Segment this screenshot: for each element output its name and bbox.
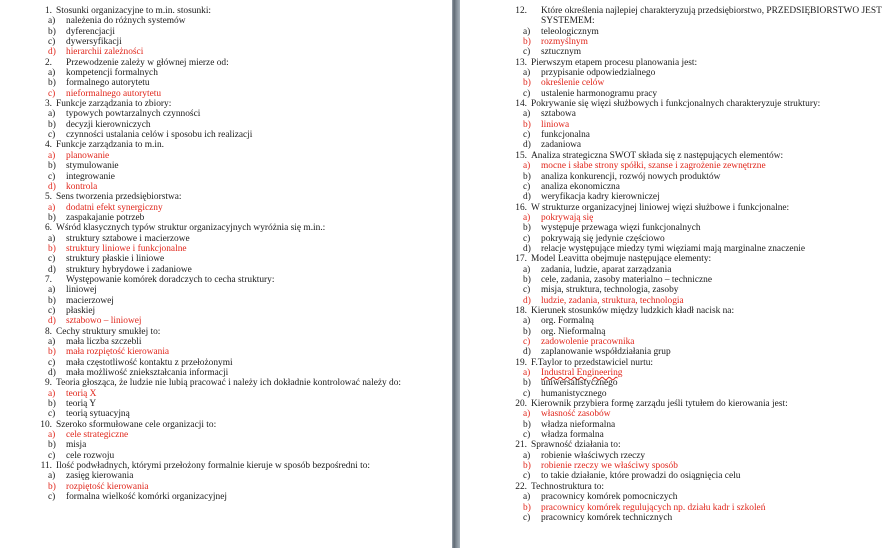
- option-letter: a): [48, 68, 56, 79]
- option-text: weryfikacja kadry kierowniczej: [541, 192, 660, 203]
- answer-option: [511, 27, 886, 37]
- option-text: liniowej: [66, 285, 97, 296]
- correct-answer-option: [36, 316, 436, 326]
- answer-option: [36, 161, 436, 171]
- correct-answer-option: [36, 89, 436, 99]
- answer-option: [36, 78, 436, 88]
- answer-option: [36, 337, 436, 347]
- option-letter: a): [523, 368, 531, 379]
- option-text: cele, zadania, zasoby materialno – techniczne: [541, 274, 713, 285]
- question-text: Kierownik przybiera formę zarządu jeśli tytułem do kierowania jest:: [531, 399, 788, 410]
- option-letter: b): [48, 212, 56, 223]
- option-letter: b): [523, 502, 531, 513]
- option-text: zadowolenie pracownika: [541, 337, 635, 347]
- option-letter: b): [523, 37, 531, 48]
- option-letter: c): [523, 88, 531, 99]
- option-letter: c): [48, 171, 56, 182]
- question-text: Technostruktura to:: [531, 481, 605, 492]
- option-text: integrowanie: [66, 171, 115, 182]
- question-item: [36, 6, 436, 16]
- option-text: analiza konkurencji, rozwój nowych produktów: [541, 171, 721, 182]
- option-letter: b): [523, 378, 531, 389]
- option-text: władza formalna: [541, 430, 604, 441]
- question-item: [36, 275, 436, 285]
- option-letter: c): [523, 337, 531, 347]
- option-text: ludzie, zadania, struktura, technologia: [541, 295, 684, 306]
- answer-option: [511, 471, 886, 481]
- answer-option: [511, 347, 886, 357]
- option-letter: c): [523, 47, 531, 58]
- answer-option: [511, 68, 886, 78]
- answer-option: [36, 109, 436, 119]
- option-letter: d): [48, 316, 56, 327]
- answer-option: [36, 471, 436, 481]
- answer-option: [511, 172, 886, 182]
- option-letter: d): [523, 140, 531, 151]
- option-letter: c): [523, 130, 531, 141]
- option-letter: a): [523, 264, 531, 275]
- answer-option: [36, 16, 436, 26]
- answer-option: [511, 182, 886, 192]
- answer-option: [511, 234, 886, 244]
- option-text: humanistycznego: [541, 388, 607, 399]
- option-letter: c): [523, 233, 531, 244]
- option-letter: a): [523, 409, 531, 420]
- option-letter: a): [48, 285, 56, 296]
- option-text: zasięg kierowania: [66, 471, 134, 482]
- question-item: [511, 399, 886, 409]
- option-text: struktury hybrydowe i zadaniowe: [66, 264, 192, 275]
- option-letter: b): [48, 481, 56, 492]
- answer-option: [511, 275, 886, 285]
- option-text: cele rozwoju: [66, 450, 115, 461]
- option-letter: b): [48, 26, 56, 37]
- option-letter: d): [48, 47, 56, 58]
- answer-option: [36, 296, 436, 306]
- option-letter: b): [523, 326, 531, 337]
- option-text: sztabowo – liniowej: [66, 316, 142, 327]
- question-text: Występowanie komórek doradczych to cecha struktury:: [66, 274, 275, 285]
- option-letter: a): [48, 430, 56, 441]
- option-text: stymulowanie: [66, 161, 119, 172]
- correct-answer-option: [511, 368, 886, 378]
- question-item: [36, 378, 436, 388]
- option-letter: a): [523, 316, 531, 327]
- question-number: 21.: [515, 440, 527, 451]
- option-text: pokrywają się jedynie częściowo: [541, 233, 665, 244]
- option-text: dyferencjacji: [66, 26, 115, 37]
- option-letter: d): [48, 264, 56, 275]
- option-letter: a): [48, 109, 56, 120]
- option-text: własność zasobów: [541, 409, 611, 420]
- option-text: rozmyślnym: [541, 37, 588, 48]
- question-number: 5.: [44, 192, 52, 203]
- option-letter: b): [48, 295, 56, 306]
- answer-option: [511, 285, 886, 295]
- option-text: czynności ustalania celów i sposobu ich realizacji: [66, 130, 253, 141]
- option-letter: a): [48, 337, 56, 347]
- answer-option: [36, 306, 436, 316]
- option-text: mocne i słabe strony spółki, szanse i zagrożenie zewnętrzne: [541, 161, 766, 172]
- question-number: 16.: [515, 202, 527, 213]
- option-text: ustalenie harmonogramu pracy: [541, 88, 658, 99]
- option-text: sztabowa: [541, 109, 576, 120]
- question-number: 17.: [515, 254, 527, 265]
- answer-option: [511, 130, 886, 140]
- answer-option: [511, 389, 886, 399]
- correct-answer-option: [36, 182, 436, 192]
- correct-answer-option: [511, 213, 886, 223]
- option-letter: a): [523, 450, 531, 461]
- option-letter: b): [523, 274, 531, 285]
- option-text: Industral Engineering: [541, 368, 623, 379]
- option-letter: b): [523, 119, 531, 130]
- question-number: 8.: [44, 326, 52, 337]
- question-text: F.Taylor to przedstawiciel nurtu:: [531, 357, 653, 368]
- option-text: nieformalnego autorytetu: [66, 88, 162, 99]
- question-item: [511, 358, 886, 368]
- question-number: 20.: [515, 399, 527, 410]
- option-text: teorią Y: [66, 399, 97, 410]
- answer-option: [36, 120, 436, 130]
- question-number: 3.: [44, 99, 52, 110]
- question-item: [511, 151, 886, 161]
- option-text: przypisanie odpowiedzialnego: [541, 68, 656, 79]
- question-item: [36, 192, 436, 202]
- question-number: 1.: [44, 6, 52, 16]
- answer-option: [36, 234, 436, 244]
- answer-option: [36, 254, 436, 264]
- correct-answer-option: [36, 47, 436, 57]
- question-item: [511, 254, 886, 264]
- option-letter: b): [48, 243, 56, 254]
- question-text: Stosunki organizacyjne to m.in. stosunki:: [56, 6, 212, 16]
- option-letter: a): [48, 233, 56, 244]
- option-text: dodatni efekt synergiczny: [66, 202, 163, 213]
- answer-option: [511, 47, 886, 57]
- option-text: relacje występujące miedzy tymi więziami mają marginalne znaczenie: [541, 243, 806, 254]
- correct-answer-option: [36, 430, 436, 440]
- option-letter: b): [48, 399, 56, 410]
- option-letter: d): [48, 368, 56, 379]
- option-letter: b): [48, 161, 56, 172]
- option-text: teleologicznym: [541, 26, 599, 37]
- question-text: Które określenia najlepiej charakteryzują przedsiębiorstwo, PRZEDSIĘBIORSTWO JEST SYSTEMEM:: [541, 6, 882, 27]
- option-text: dywersyfikacji: [66, 37, 122, 48]
- question-number: 6.: [44, 223, 52, 234]
- answer-option: [36, 399, 436, 409]
- option-letter: a): [523, 109, 531, 120]
- option-text: władza nieformalna: [541, 419, 616, 430]
- question-item: [511, 203, 886, 213]
- question-number: 2.: [44, 57, 52, 68]
- option-text: występuje przewaga więzi funkcjonalnych: [541, 223, 701, 234]
- option-text: macierzowej: [66, 295, 114, 306]
- answer-option: [511, 223, 886, 233]
- option-letter: d): [523, 243, 531, 254]
- question-text: Teoria głosząca, że ludzie nie lubią pracować i należy ich dokładnie kontrolować należy do:: [56, 378, 402, 389]
- option-letter: a): [48, 16, 56, 27]
- option-text: należenia do różnych systemów: [66, 16, 186, 27]
- answer-option: [36, 265, 436, 275]
- option-letter: a): [523, 212, 531, 223]
- option-text: mała liczba szczebli: [66, 337, 142, 347]
- option-text: robienie rzeczy we właściwy sposób: [541, 461, 678, 472]
- option-letter: d): [523, 192, 531, 203]
- answer-option: [36, 451, 436, 461]
- page-divider: [452, 0, 460, 548]
- question-item: [511, 58, 886, 68]
- option-text: decyzji kierowniczych: [66, 119, 151, 130]
- option-letter: b): [48, 119, 56, 130]
- answer-option: [36, 172, 436, 182]
- question-column-left: [36, 6, 436, 503]
- question-text: Pierwszym etapem procesu planowania jest:: [531, 57, 698, 68]
- option-text: pracownicy komórek technicznych: [541, 512, 673, 523]
- document-page-right: [460, 0, 895, 548]
- answer-option: [511, 378, 886, 388]
- option-letter: b): [523, 461, 531, 472]
- question-item: [511, 99, 886, 109]
- option-text: pracownicy komórek pomocniczych: [541, 492, 678, 503]
- correct-answer-option: [511, 120, 886, 130]
- correct-answer-option: [36, 244, 436, 254]
- option-letter: c): [48, 450, 56, 461]
- answer-option: [511, 316, 886, 326]
- option-text: analiza ekonomiczna: [541, 181, 620, 192]
- option-letter: c): [523, 471, 531, 482]
- option-text: org. Nieformalną: [541, 326, 606, 337]
- option-letter: a): [48, 471, 56, 482]
- question-number: 12.: [515, 6, 527, 16]
- question-number: 15.: [515, 150, 527, 161]
- option-letter: c): [48, 130, 56, 141]
- option-text: typowych powtarzalnych czynności: [66, 109, 201, 120]
- answer-option: [511, 420, 886, 430]
- answer-option: [36, 68, 436, 78]
- option-text: funkcjonalna: [541, 130, 590, 141]
- answer-option: [511, 492, 886, 502]
- question-number: 4.: [44, 140, 52, 151]
- question-item: [511, 6, 886, 27]
- option-text: teorią X: [66, 388, 97, 399]
- option-letter: b): [48, 78, 56, 89]
- question-text: W strukturze organizacyjnej liniowej więzi służbowe i funkcjonalne:: [531, 202, 790, 213]
- question-number: 9.: [44, 378, 52, 389]
- question-item: [511, 306, 886, 316]
- correct-answer-option: [36, 482, 436, 492]
- answer-option: [36, 358, 436, 368]
- question-text: Kierunek stosunków między ludzkich kładł nacisk na:: [531, 305, 735, 316]
- option-text: struktury liniowe i funkcjonalne: [66, 243, 187, 254]
- answer-option: [511, 430, 886, 440]
- option-letter: d): [523, 347, 531, 358]
- correct-answer-option: [511, 409, 886, 419]
- question-item: [511, 482, 886, 492]
- option-text: planowanie: [66, 150, 110, 161]
- question-text: Pokrywanie się więzi służbowych i funkcjonalnych charakteryzuje struktury:: [531, 99, 821, 110]
- answer-option: [36, 409, 436, 419]
- correct-answer-option: [511, 37, 886, 47]
- answer-option: [36, 213, 436, 223]
- answer-option: [36, 37, 436, 47]
- option-text: płaskiej: [66, 305, 96, 316]
- option-letter: a): [48, 388, 56, 399]
- question-item: [36, 140, 436, 150]
- option-text: zadania, ludzie, aparat zarządzania: [541, 264, 672, 275]
- option-text: kontrola: [66, 181, 98, 192]
- option-letter: c): [523, 181, 531, 192]
- answer-option: [36, 440, 436, 450]
- answer-option: [511, 89, 886, 99]
- correct-answer-option: [511, 161, 886, 171]
- option-letter: c): [48, 88, 56, 99]
- option-letter: c): [523, 388, 531, 399]
- option-letter: d): [48, 181, 56, 192]
- question-text: Funkcje zarządzania to m.in.: [56, 140, 165, 151]
- option-letter: a): [523, 68, 531, 79]
- answer-option: [511, 513, 886, 523]
- answer-option: [36, 130, 436, 140]
- question-number: 13.: [515, 57, 527, 68]
- option-text: misja: [66, 440, 87, 451]
- option-text: formalnego autorytetu: [66, 78, 150, 89]
- option-text: pracownicy komórek regulujących np. działu kadr i szkoleń: [541, 502, 766, 513]
- option-text: mała częstotliwość kontaktu z przełożonymi: [66, 357, 233, 368]
- question-text: Analiza strategiczna SWOT składa się z następujących elementów:: [531, 150, 784, 161]
- option-letter: a): [523, 161, 531, 172]
- question-item: [511, 440, 886, 450]
- option-text: struktury sztabowe i macierzowe: [66, 233, 190, 244]
- question-text: Funkcje zarządzania to zbiory:: [56, 99, 172, 110]
- option-text: to takie działanie, które prowadzi do osiągnięcia celu: [541, 471, 741, 482]
- option-letter: c): [523, 430, 531, 441]
- question-text: Sens tworzenia przedsiębiorstwa:: [56, 192, 182, 203]
- option-letter: b): [523, 78, 531, 89]
- answer-option: [511, 109, 886, 119]
- question-number: 22.: [515, 481, 527, 492]
- question-item: [36, 420, 436, 430]
- question-text: Ilość podwładnych, którymi przełożony formalnie kieruje w sposób bezpośredni to:: [56, 461, 370, 472]
- correct-answer-option: [511, 296, 886, 306]
- option-letter: c): [48, 492, 56, 503]
- option-text: robienie właściwych rzeczy: [541, 450, 646, 461]
- option-letter: c): [523, 285, 531, 296]
- option-letter: c): [48, 305, 56, 316]
- answer-option: [511, 451, 886, 461]
- question-text: Wśród klasycznych typów struktur organizacyjnych wyróżnia się m.in.:: [56, 223, 326, 234]
- question-number: 19.: [515, 357, 527, 368]
- option-text: zadaniowa: [541, 140, 582, 151]
- question-text: Szeroko sformułowane cele organizacji to:: [56, 419, 217, 430]
- option-text: pokrywają się: [541, 212, 594, 223]
- option-text: sztucznym: [541, 47, 582, 58]
- correct-answer-option: [36, 347, 436, 357]
- question-number: 10.: [40, 419, 52, 430]
- option-text: mała rozpiętość kierowania: [66, 347, 170, 358]
- correct-answer-option: [511, 461, 886, 471]
- option-letter: b): [48, 440, 56, 451]
- question-text: Model Leavitta obejmuje następujące elementy:: [531, 254, 712, 265]
- option-text: uniwersalistycznego: [541, 378, 618, 389]
- question-text: Sprawność działania to:: [531, 440, 621, 451]
- question-number: 11.: [40, 461, 52, 472]
- answer-option: [511, 265, 886, 275]
- option-letter: c): [48, 37, 56, 48]
- answer-option: [511, 327, 886, 337]
- question-item: [36, 99, 436, 109]
- question-text: Cechy struktury smukłej to:: [56, 326, 161, 337]
- question-item: [36, 58, 436, 68]
- option-letter: a): [523, 26, 531, 37]
- option-letter: a): [48, 202, 56, 213]
- option-text: mała możliwość zniekształcania informacji: [66, 368, 229, 379]
- question-item: [36, 327, 436, 337]
- option-letter: d): [523, 295, 531, 306]
- correct-answer-option: [36, 389, 436, 399]
- option-text: teorią sytuacyjną: [66, 409, 130, 420]
- correct-answer-option: [511, 503, 886, 513]
- option-letter: b): [523, 419, 531, 430]
- option-text: formalna wielkość komórki organizacyjnej: [66, 492, 227, 503]
- question-text: Przewodzenie zależy w głównej mierze od:: [66, 57, 229, 68]
- option-letter: a): [523, 492, 531, 503]
- option-text: misja, struktura, technologia, zasoby: [541, 285, 679, 296]
- correct-answer-option: [511, 78, 886, 88]
- option-letter: b): [48, 347, 56, 358]
- option-letter: c): [48, 254, 56, 265]
- option-letter: c): [523, 512, 531, 523]
- question-number: 14.: [515, 99, 527, 110]
- option-text: struktury płaskie i liniowe: [66, 254, 165, 265]
- question-item: [36, 223, 436, 233]
- answer-option: [36, 285, 436, 295]
- option-letter: c): [48, 409, 56, 420]
- answer-option: [511, 140, 886, 150]
- option-text: kompetencji formalnych: [66, 68, 158, 79]
- question-number: 7.: [44, 274, 52, 285]
- correct-answer-option: [36, 203, 436, 213]
- question-column-right: [511, 6, 886, 523]
- option-text: zaspakajanie potrzeb: [66, 212, 145, 223]
- option-letter: b): [523, 171, 531, 182]
- option-text: cele strategiczne: [66, 430, 129, 441]
- question-number: 18.: [515, 305, 527, 316]
- option-text: org. Formalną: [541, 316, 594, 327]
- option-text: określenie celów: [541, 78, 605, 89]
- answer-option: [511, 192, 886, 202]
- answer-option: [511, 244, 886, 254]
- answer-option: [36, 492, 436, 502]
- question-item: [36, 461, 436, 471]
- option-text: zaplanowanie współdziałania grup: [541, 347, 671, 358]
- option-letter: b): [523, 223, 531, 234]
- answer-option: [36, 368, 436, 378]
- option-text: hierarchii zależności: [66, 47, 144, 58]
- option-letter: a): [48, 150, 56, 161]
- option-text: rozpiętość kierowania: [66, 481, 149, 492]
- answer-option: [36, 27, 436, 37]
- option-letter: c): [48, 357, 56, 368]
- correct-answer-option: [36, 151, 436, 161]
- correct-answer-option: [511, 337, 886, 347]
- option-text: liniowa: [541, 119, 570, 130]
